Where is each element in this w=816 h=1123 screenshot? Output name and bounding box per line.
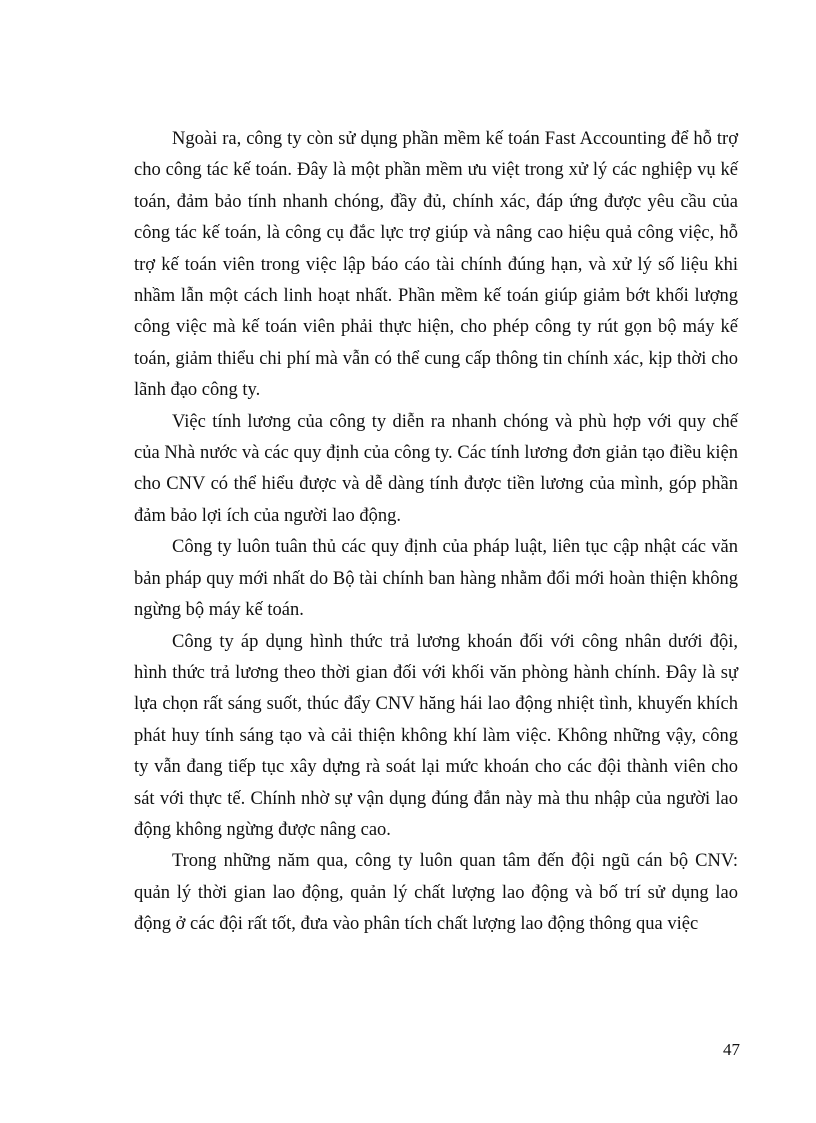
paragraph-salary-calculation: Việc tính lương của công ty diễn ra nhanh chóng và phù hợp với quy chế của Nhà nước và các quy định của công ty. Các tính lương đơn giản tạo điều kiện cho CNV có thể hiểu được và dễ dàng tính được tiền lương của mình, góp phần đảm bảo lợi ích của người lao động. [134,411,738,526]
paragraph-staff-management: Trong những năm qua, công ty luôn quan tâm đến đội ngũ cán bộ CNV: quản lý thời gian lao động, quản lý chất lượng lao động và bố trí sử dụng lao động ở các đội rất tốt, đưa vào phân tích chất lượng lao động thông qua việc [134,851,738,935]
page-content [134,124,738,941]
paragraph-payment-methods: Công ty áp dụng hình thức trả lương khoán đối với công nhân dưới đội, hình thức trả lương theo thời gian đối với khối văn phòng hành chính. Đây là sự lựa chọn rất sáng suốt, thúc đẩy CNV hăng hái lao động nhiệt tình, khuyến khích phát huy tính sáng tạo và cải thiện không khí làm việc. Không những vậy, công ty vẫn đang tiếp tục xây dựng rà soát lại mức khoán cho các đội thành viên cho sát với thực tế. Chính nhờ sự vận dụng đúng đắn này mà thu nhập của người lao động không ngừng được nâng cao. [134,631,738,840]
paragraph-accounting-software: Ngoài ra, công ty còn sử dụng phần mềm kế toán Fast Accounting để hỗ trợ cho công tác kế toán. Đây là một phần mềm ưu việt trong xử lý các nghiệp vụ kế toán, đảm bảo tính nhanh chóng, đầy đủ, chính xác, đáp ứng được yêu cầu của công tác kế toán, là công cụ đắc lực trợ giúp và nâng cao hiệu quả công việc, hỗ trợ kế toán viên trong việc lập báo cáo tài chính đúng hạn, và xử lý số liệu khi nhầm lẫn một cách linh hoạt nhất. Phần mềm kế toán giúp giảm bớt khối lượng công việc mà kế toán viên phải thực hiện, cho phép công ty rút gọn bộ máy kế toán, giảm thiểu chi phí mà vẫn có thể cung cấp thông tin chính xác, kịp thời cho lãnh đạo công ty. [134,129,738,401]
page-number: 47 [723,1040,740,1059]
paragraph-legal-compliance: Công ty luôn tuân thủ các quy định của pháp luật, liên tục cập nhật các văn bản pháp quy mới nhất do Bộ tài chính ban hàng nhằm đổi mới hoàn thiện không ngừng bộ máy kế toán. [134,537,738,621]
